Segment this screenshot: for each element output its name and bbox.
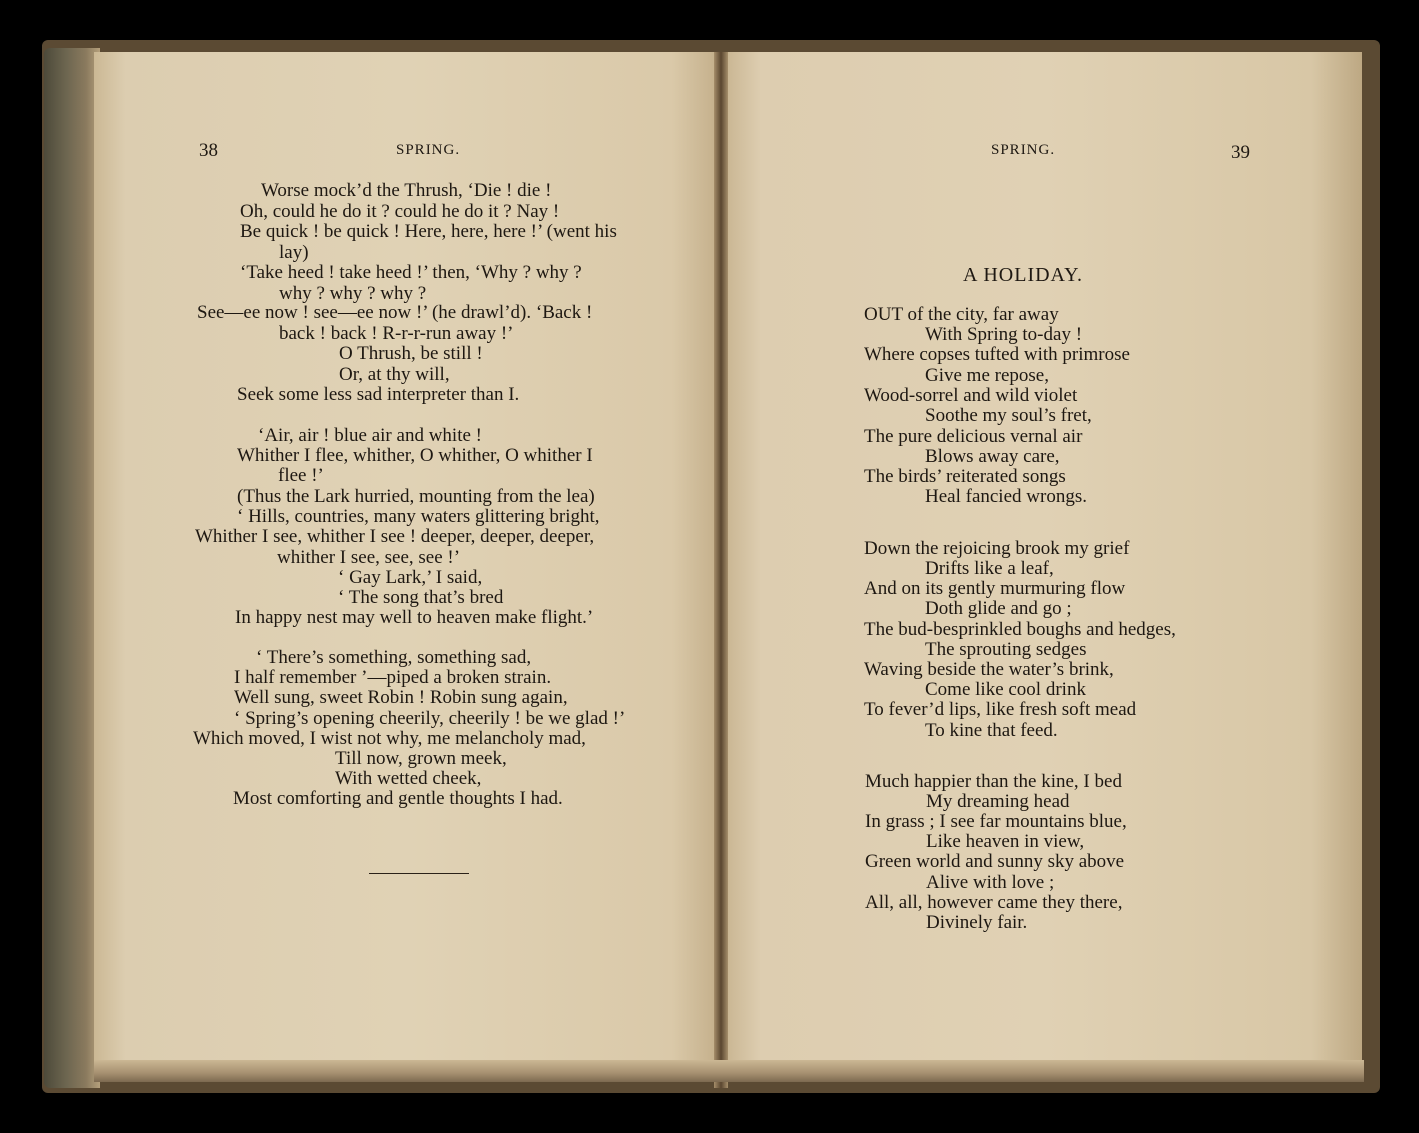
- poem-line: Blows away care,: [925, 446, 1060, 467]
- poem-line: Waving beside the water’s brink,: [864, 659, 1114, 680]
- poem-line: Seek some less sad interpreter than I.: [237, 384, 520, 405]
- poem-line: To fever’d lips, like fresh soft mead: [864, 699, 1137, 720]
- poem-line: ‘ There’s something, something sad,: [256, 647, 532, 668]
- poem-line: ‘ The song that’s bred: [338, 587, 504, 608]
- poem-line: Whither I flee, whither, O whither, O whither I: [237, 445, 593, 466]
- poem-line: My dreaming head: [926, 791, 1070, 812]
- poem-line: lay): [279, 242, 309, 263]
- dropcap-word: OUT: [864, 304, 903, 325]
- poem-line: ‘ Gay Lark,’ I said,: [338, 567, 483, 588]
- poem-line: [864, 305, 1059, 325]
- poem-line: Oh, could he do it ? could he do it ? Nay !: [240, 201, 560, 222]
- poem-line: Much happier than the kine, I bed: [865, 771, 1122, 792]
- poem-line: Most comforting and gentle thoughts I had.: [233, 788, 563, 809]
- left-page-number: 38: [199, 140, 218, 161]
- poem-line: (Thus the Lark hurried, mounting from the lea): [237, 486, 595, 507]
- poem-line: In grass ; I see far mountains blue,: [865, 811, 1127, 832]
- left-running-header: SPRING.: [396, 142, 461, 158]
- book-bottom-edge: [94, 1060, 1364, 1082]
- poem-line: The birds’ reiterated songs: [864, 466, 1066, 487]
- poem-line: The sprouting sedges: [925, 639, 1087, 660]
- poem-line: I half remember ’—piped a broken strain.: [234, 667, 552, 688]
- poem-line: With wetted cheek,: [335, 768, 482, 789]
- poem-line: The pure delicious vernal air: [864, 426, 1083, 447]
- right-page-number: 39: [1231, 142, 1250, 163]
- right-running-header: SPRING.: [991, 142, 1056, 158]
- poem-line: Heal fancied wrongs.: [925, 486, 1087, 507]
- poem-line: Well sung, sweet Robin ! Robin sung again,: [234, 687, 568, 708]
- poem-line: ‘Take heed ! take heed !’ then, ‘Why ? why ?: [240, 262, 582, 283]
- poem-line: ‘Air, air ! blue air and white !: [258, 425, 482, 446]
- poem-line: Wood-sorrel and wild violet: [864, 385, 1078, 406]
- book-page-edges: [44, 48, 100, 1088]
- poem-line: Give me repose,: [925, 365, 1049, 386]
- poem-title: A HOLIDAY.: [963, 264, 1084, 286]
- poem-line: Where copses tufted with primrose: [864, 344, 1130, 365]
- poem-line: See—ee now ! see—ee now !’ (he drawl’d). ‘Back !: [197, 302, 593, 323]
- poem-line: Doth glide and go ;: [925, 598, 1072, 619]
- poem-line: why ? why ? why ?: [279, 283, 427, 304]
- poem-line: Drifts like a leaf,: [925, 558, 1054, 579]
- poem-line: Like heaven in view,: [926, 831, 1085, 852]
- poem-line: Or, at thy will,: [339, 364, 450, 385]
- poem-line: Whither I see, whither I see ! deeper, deeper, deeper,: [195, 526, 595, 547]
- poem-line: To kine that feed.: [925, 720, 1058, 741]
- poem-line: Worse mock’d the Thrush, ‘Die ! die !: [261, 180, 552, 201]
- poem-line-text: of the city, far away: [907, 304, 1059, 325]
- poem-line: With Spring to-day !: [925, 324, 1083, 345]
- book-gutter: [714, 52, 728, 1088]
- poem-line: Which moved, I wist not why, me melancholy mad,: [193, 728, 586, 749]
- poem-line: ‘ Hills, countries, many waters glittering bright,: [237, 506, 600, 527]
- poem-line: The bud-besprinkled boughs and hedges,: [864, 619, 1176, 640]
- poem-line: whither I see, see, see !’: [277, 547, 461, 568]
- poem-line: O Thrush, be still !: [339, 343, 483, 364]
- poem-line: All, all, however came they there,: [865, 892, 1123, 913]
- poem-line: back ! back ! R-r-r-run away !’: [279, 323, 514, 344]
- end-rule: [369, 873, 469, 874]
- poem-line: Down the rejoicing brook my grief: [864, 538, 1130, 559]
- poem-line: Green world and sunny sky above: [865, 851, 1125, 872]
- poem-line: Till now, grown meek,: [335, 748, 507, 769]
- poem-line: flee !’: [278, 465, 324, 486]
- poem-line: And on its gently murmuring flow: [864, 578, 1126, 599]
- poem-line: Be quick ! be quick ! Here, here, here !’ (went his: [240, 221, 617, 242]
- poem-line: Come like cool drink: [925, 679, 1086, 700]
- poem-line: Soothe my soul’s fret,: [925, 405, 1092, 426]
- poem-line: Divinely fair.: [926, 912, 1028, 933]
- poem-line: In happy nest may well to heaven make flight.’: [235, 607, 594, 628]
- poem-line: Alive with love ;: [926, 872, 1055, 893]
- poem-line: ‘ Spring’s opening cheerily, cheerily ! be we glad !’: [234, 708, 626, 729]
